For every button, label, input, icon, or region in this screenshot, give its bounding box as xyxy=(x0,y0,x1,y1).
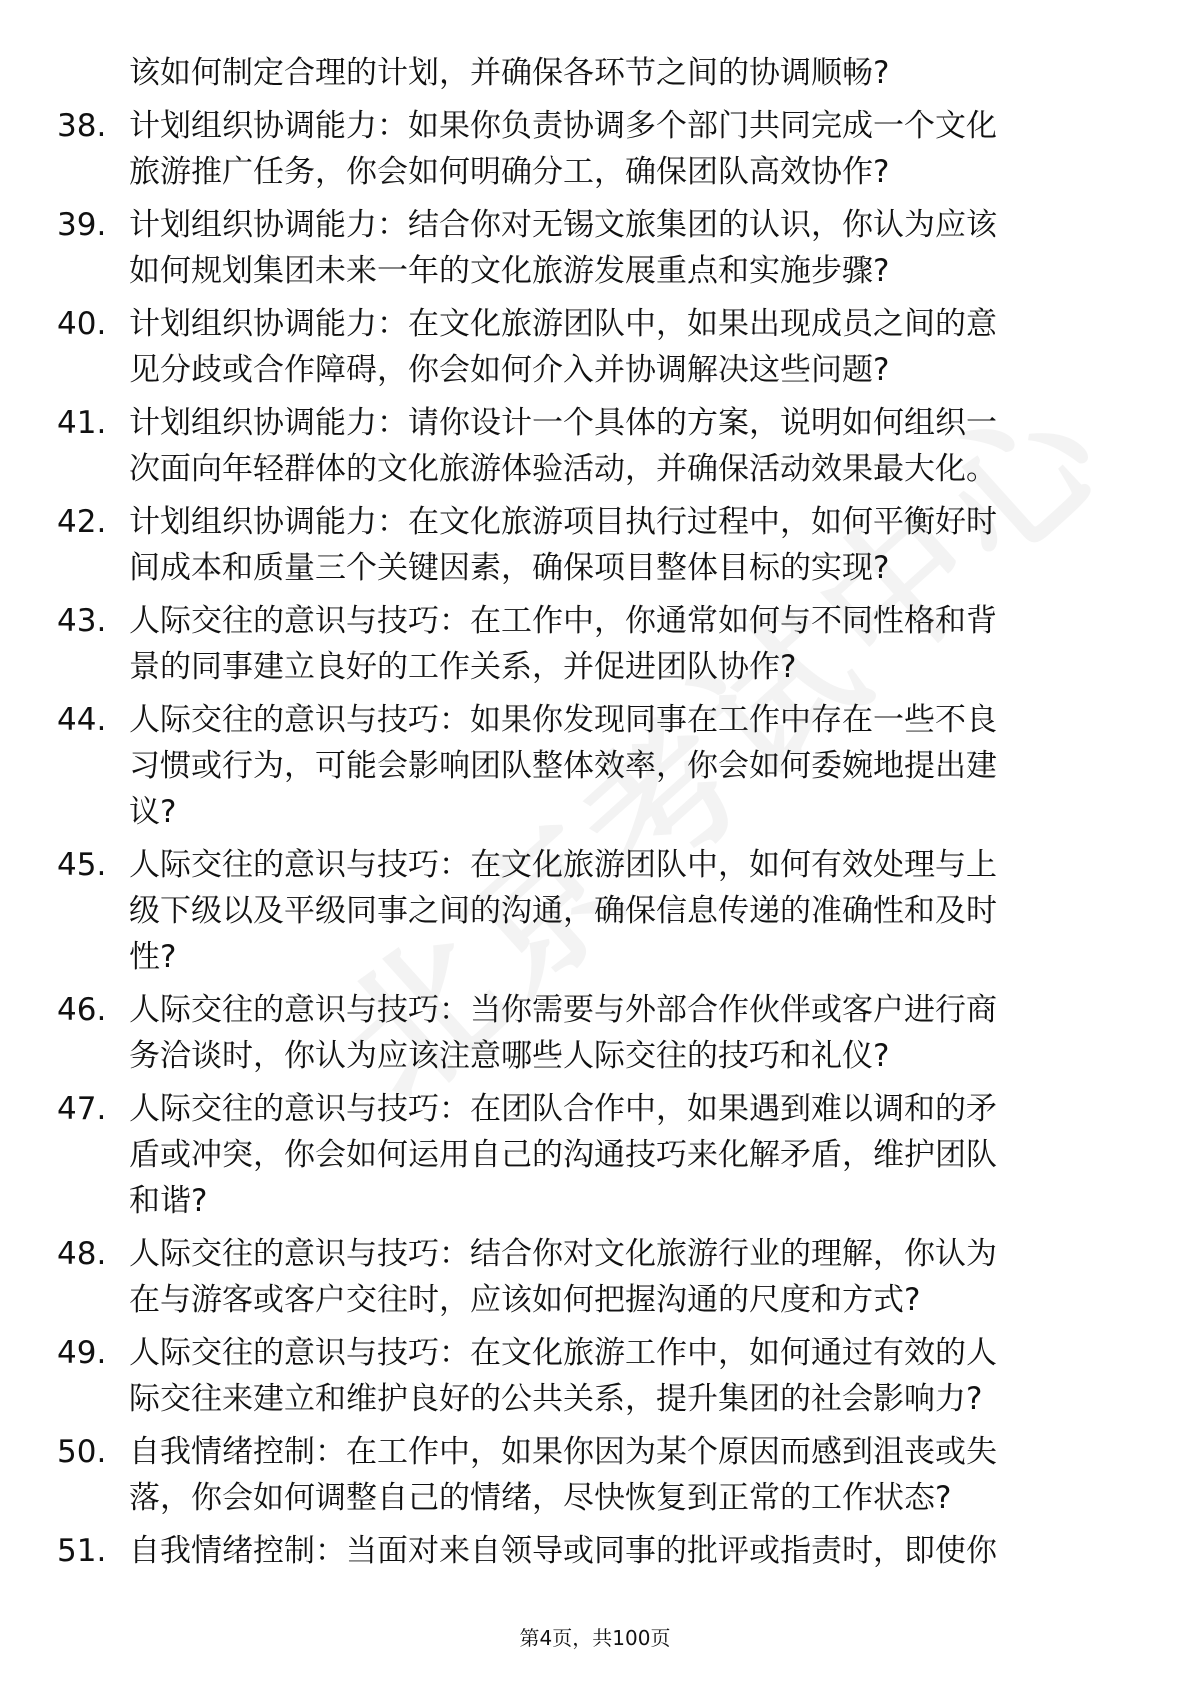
question-number: 40. xyxy=(57,306,107,342)
question-item xyxy=(0,697,1190,835)
question-item xyxy=(0,499,1190,591)
question-line: 性? xyxy=(129,939,177,975)
question-item xyxy=(0,1231,1190,1323)
question-item xyxy=(0,400,1190,492)
question-item xyxy=(0,1330,1190,1422)
question-line: 务洽谈时，你认为应该注意哪些人际交往的技巧和礼仪? xyxy=(129,1038,890,1074)
question-number: 44. xyxy=(57,702,107,738)
question-text xyxy=(129,103,1190,195)
question-text xyxy=(129,1231,1190,1323)
question-line: 议? xyxy=(129,794,177,830)
question-line: 人际交往的意识与技巧：结合你对文化旅游行业的理解，你认为 xyxy=(129,1236,997,1272)
question-line: 计划组织协调能力：请你设计一个具体的方案，说明如何组织一 xyxy=(129,405,997,441)
question-text xyxy=(129,1429,1190,1521)
question-item xyxy=(0,842,1190,980)
question-line: 人际交往的意识与技巧：在文化旅游工作中，如何通过有效的人 xyxy=(129,1335,997,1371)
question-line: 见分歧或合作障碍，你会如何介入并协调解决这些问题? xyxy=(129,352,890,388)
question-number: 48. xyxy=(57,1236,107,1272)
question-number: 51. xyxy=(57,1533,107,1569)
question-text xyxy=(129,1528,1190,1574)
page-footer: 第4页，共100页 xyxy=(519,1626,671,1650)
question-text xyxy=(129,499,1190,591)
question-line: 旅游推广任务，你会如何明确分工，确保团队高效协作? xyxy=(129,154,890,190)
page-content xyxy=(0,50,1190,1574)
question-list xyxy=(0,103,1190,1574)
question-line: 自我情绪控制：在工作中，如果你因为某个原因而感到沮丧或失 xyxy=(129,1434,997,1470)
question-number: 41. xyxy=(57,405,107,441)
question-item xyxy=(0,1086,1190,1224)
question-line: 自我情绪控制：当面对来自领导或同事的批评或指责时，即使你 xyxy=(129,1533,997,1569)
question-number: 47. xyxy=(57,1091,107,1127)
question-number: 38. xyxy=(57,108,107,144)
question-line: 人际交往的意识与技巧：在工作中，你通常如何与不同性格和背 xyxy=(129,603,997,639)
question-line: 人际交往的意识与技巧：如果你发现同事在工作中存在一些不良 xyxy=(129,702,997,738)
question-line: 人际交往的意识与技巧：当你需要与外部合作伙伴或客户进行商 xyxy=(129,992,997,1028)
question-number: 39. xyxy=(57,207,107,243)
question-line: 人际交往的意识与技巧：在文化旅游团队中，如何有效处理与上 xyxy=(129,847,997,883)
question-text xyxy=(129,1086,1190,1224)
question-line: 盾或冲突，你会如何运用自己的沟通技巧来化解矛盾，维护团队 xyxy=(129,1137,997,1173)
question-item xyxy=(0,1429,1190,1521)
question-text xyxy=(129,598,1190,690)
question-item xyxy=(0,1528,1190,1574)
question-line: 习惯或行为，可能会影响团队整体效率，你会如何委婉地提出建 xyxy=(129,748,997,784)
question-line: 在与游客或客户交往时，应该如何把握沟通的尺度和方式? xyxy=(129,1282,921,1318)
question-text xyxy=(129,400,1190,492)
question-line: 次面向年轻群体的文化旅游体验活动，并确保活动效果最大化。 xyxy=(129,451,997,487)
question-number: 46. xyxy=(57,992,107,1028)
question-item xyxy=(0,987,1190,1079)
question-text xyxy=(129,842,1190,980)
question-text xyxy=(129,697,1190,835)
question-item xyxy=(0,202,1190,294)
question-item xyxy=(0,598,1190,690)
question-line: 级下级以及平级同事之间的沟通，确保信息传递的准确性和及时 xyxy=(129,893,997,929)
question-item xyxy=(0,301,1190,393)
question-number: 43. xyxy=(57,603,107,639)
question-line: 计划组织协调能力：在文化旅游团队中，如果出现成员之间的意 xyxy=(129,306,997,342)
question-line: 际交往来建立和维护良好的公共关系，提升集团的社会影响力? xyxy=(129,1381,983,1417)
question-number: 45. xyxy=(57,847,107,883)
question-line: 间成本和质量三个关键因素，确保项目整体目标的实现? xyxy=(129,550,890,586)
question-line: 人际交往的意识与技巧：在团队合作中，如果遇到难以调和的矛 xyxy=(129,1091,997,1127)
question-number: 42. xyxy=(57,504,107,540)
question-text xyxy=(129,301,1190,393)
question-item xyxy=(0,103,1190,195)
question-text xyxy=(129,987,1190,1079)
question-line: 如何规划集团未来一年的文化旅游发展重点和实施步骤? xyxy=(129,253,890,289)
question-text xyxy=(129,1330,1190,1422)
question-line: 落，你会如何调整自己的情绪，尽快恢复到正常的工作状态? xyxy=(129,1480,952,1516)
question-line: 景的同事建立良好的工作关系，并促进团队协作? xyxy=(129,649,797,685)
question-line: 计划组织协调能力：在文化旅游项目执行过程中，如何平衡好时 xyxy=(129,504,997,540)
question-number: 50. xyxy=(57,1434,107,1470)
question-line: 计划组织协调能力：如果你负责协调多个部门共同完成一个文化 xyxy=(129,108,997,144)
question-number: 49. xyxy=(57,1335,107,1371)
continuation-line: 该如何制定合理的计划，并确保各环节之间的协调顺畅? xyxy=(129,55,890,91)
question-text xyxy=(129,202,1190,294)
question-line: 计划组织协调能力：结合你对无锡文旅集团的认识，你认为应该 xyxy=(129,207,997,243)
question-line: 和谐? xyxy=(129,1183,208,1219)
